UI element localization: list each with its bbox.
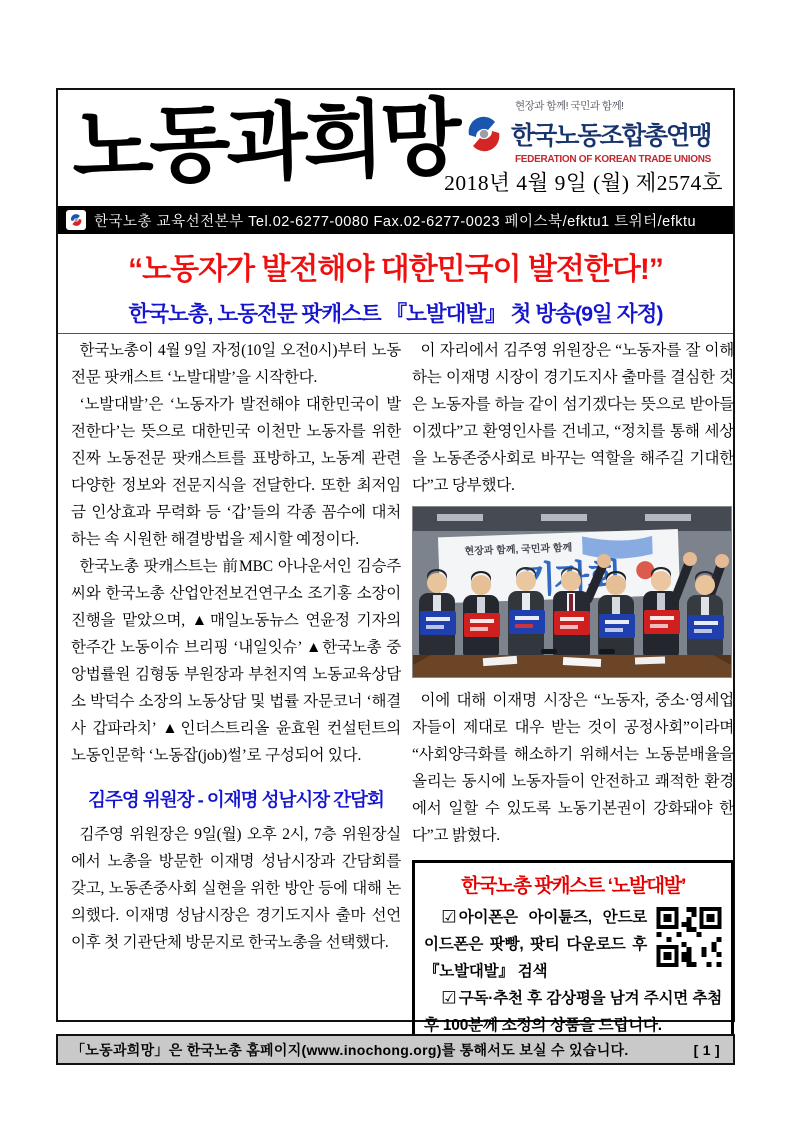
- podcast-promo-box: [412, 860, 734, 1050]
- newsletter-frame: [56, 87, 735, 1034]
- headline-main: “노동자가 발전해야 대한민국이 발전한다!”: [128, 253, 663, 286]
- fktu-name-korean: 한국노동조합총연맹: [511, 122, 711, 150]
- right-column: [412, 337, 734, 1050]
- svg-text:현장과 함께, 국민과 함께: 현장과 함께, 국민과 함께: [464, 542, 573, 558]
- promo-title: 한국노총 팟캐스트 ‘노발대발’: [461, 875, 685, 897]
- article-paragraph: ‘노발대발’은 ‘노동자가 발전해야 대한민국이 발전한다’는 뜻으로 대한민국 이천만 노동자를 위한 진짜 노동전문 팟캐스트를 표방하고, 노동계 관련 다양한 정보와 전문지식을 전달한다. 또한 최저임금 인상효과 무력화 등 ‘갑’들의 각종 꼼수에 대처하는 속 시원한 해결방법을 제시할 예정이다.: [71, 396, 401, 548]
- fktu-mini-logo-icon: [66, 210, 86, 230]
- footer-bar: [56, 1034, 735, 1065]
- article-body: [58, 337, 734, 1034]
- fktu-logo-icon: [463, 114, 507, 154]
- page-number: [ 1 ]: [693, 1041, 720, 1058]
- article-paragraph: 이 자리에서 김주영 위원장은 “노동자를 잘 이해하는 이재명 시장이 경기도지사 출마를 결심한 것은 노동자를 하늘 같이 섬기겠다는 뜻으로 받아들이겠다”고 환영인사를 건네고, “정치를 통해 세상을 노동존중사회로 바꾸는 역할을 해주길 기대한다”고 당부했다.: [412, 342, 734, 494]
- article-paragraph: 김주영 위원장은 9일(월) 오후 2시, 7층 위원장실에서 노총을 방문한 이재명 성남시장과 간담회를 갖고, 노동존중사회 실현을 위한 방안 등에 대해 논의했다. 이재명 성남시장은 경기도지사 출마 선언 이후 첫 기관단체 방문지로 한국노총을 선택했다.: [71, 826, 401, 951]
- checkbox-icon: ☑: [440, 989, 456, 1008]
- fktu-name-english: FEDERATION OF KOREAN TRADE UNIONS: [515, 154, 712, 165]
- left-column: [71, 337, 401, 956]
- article-paragraph: 이에 대해 이재명 시장은 “노동자, 중소·영세업자들이 제대로 대우 받는 것이 공정사회”이라며 “사회양극화를 해소하기 위해서는 노동분배율을 올리는 동시에 노동자들이 안전하고 쾌적한 환경에서 일할 수 있도록 노동기본권이 강화돼야 한다”고 밝혔다.: [412, 692, 734, 844]
- promo-item: ☑ 아이폰은 아이튠즈, 안드로이드폰은 팟빵, 팟티 다운로드 후 『노발대발』 검색: [424, 904, 722, 985]
- headline-section: [58, 234, 733, 334]
- checkbox-icon: ☑: [440, 908, 456, 927]
- article-paragraph: 한국노총이 4월 9일 자정(10일 오전0시)부터 노동전문 팟캐스트 ‘노발대발’을 시작한다.: [71, 342, 401, 386]
- contact-info: 한국노총 교육선전본부 Tel.02-6277-0080 Fax.02-6277-0023 페이스북/efktu1 트위터/efktu: [94, 213, 697, 230]
- qr-code: [656, 907, 722, 967]
- fktu-slogan: 현장과 함께! 국민과 함께!: [515, 100, 624, 112]
- masthead: [58, 87, 733, 206]
- press-conference-photo: [412, 506, 732, 678]
- newsletter-title: 노동과희망: [70, 87, 459, 197]
- promo-item: ☑ 구독·추천 후 감상평을 남겨 주시면 추첨후 100분께 소정의 상품을 드립니다.: [424, 985, 722, 1039]
- section-title-meeting: 김주영 위원장 - 이재명 성남시장 간담회: [88, 789, 384, 810]
- issue-date: 2018년 4월 9일 (월) 제2574호: [444, 171, 723, 195]
- contact-bar: [58, 206, 733, 234]
- article-paragraph: 한국노총 팟캐스트는 前MBC 아나운서인 김승주씨와 한국노총 산업안전보건연구소 조기홍 소장이 진행을 맡았으며, ▲매일노동뉴스 연윤정 기자의 한주간 노동이슈 브리핑 ‘내일잇슈’ ▲한국노총 중앙법률원 김형동 부원장과 부천지역 노동교육상담소 박덕수 소장의 노동상담 및 법률 자문코너 ‘해결사 갑파라치’ ▲인더스트리올 윤효원 컨설턴트의 노동인문학 ‘노동잡(job)썰’로 구성되어 있다.: [71, 558, 401, 764]
- headline-sub: 한국노총, 노동전문 팟캐스트 『노발대발』 첫 방송(9일 자정): [128, 302, 663, 326]
- footer-text: 「노동과희망」은 한국노총 홈페이지(www.inochong.org)를 통해서도 보실 수 있습니다.: [71, 1041, 629, 1058]
- fktu-logo-block: [463, 98, 725, 165]
